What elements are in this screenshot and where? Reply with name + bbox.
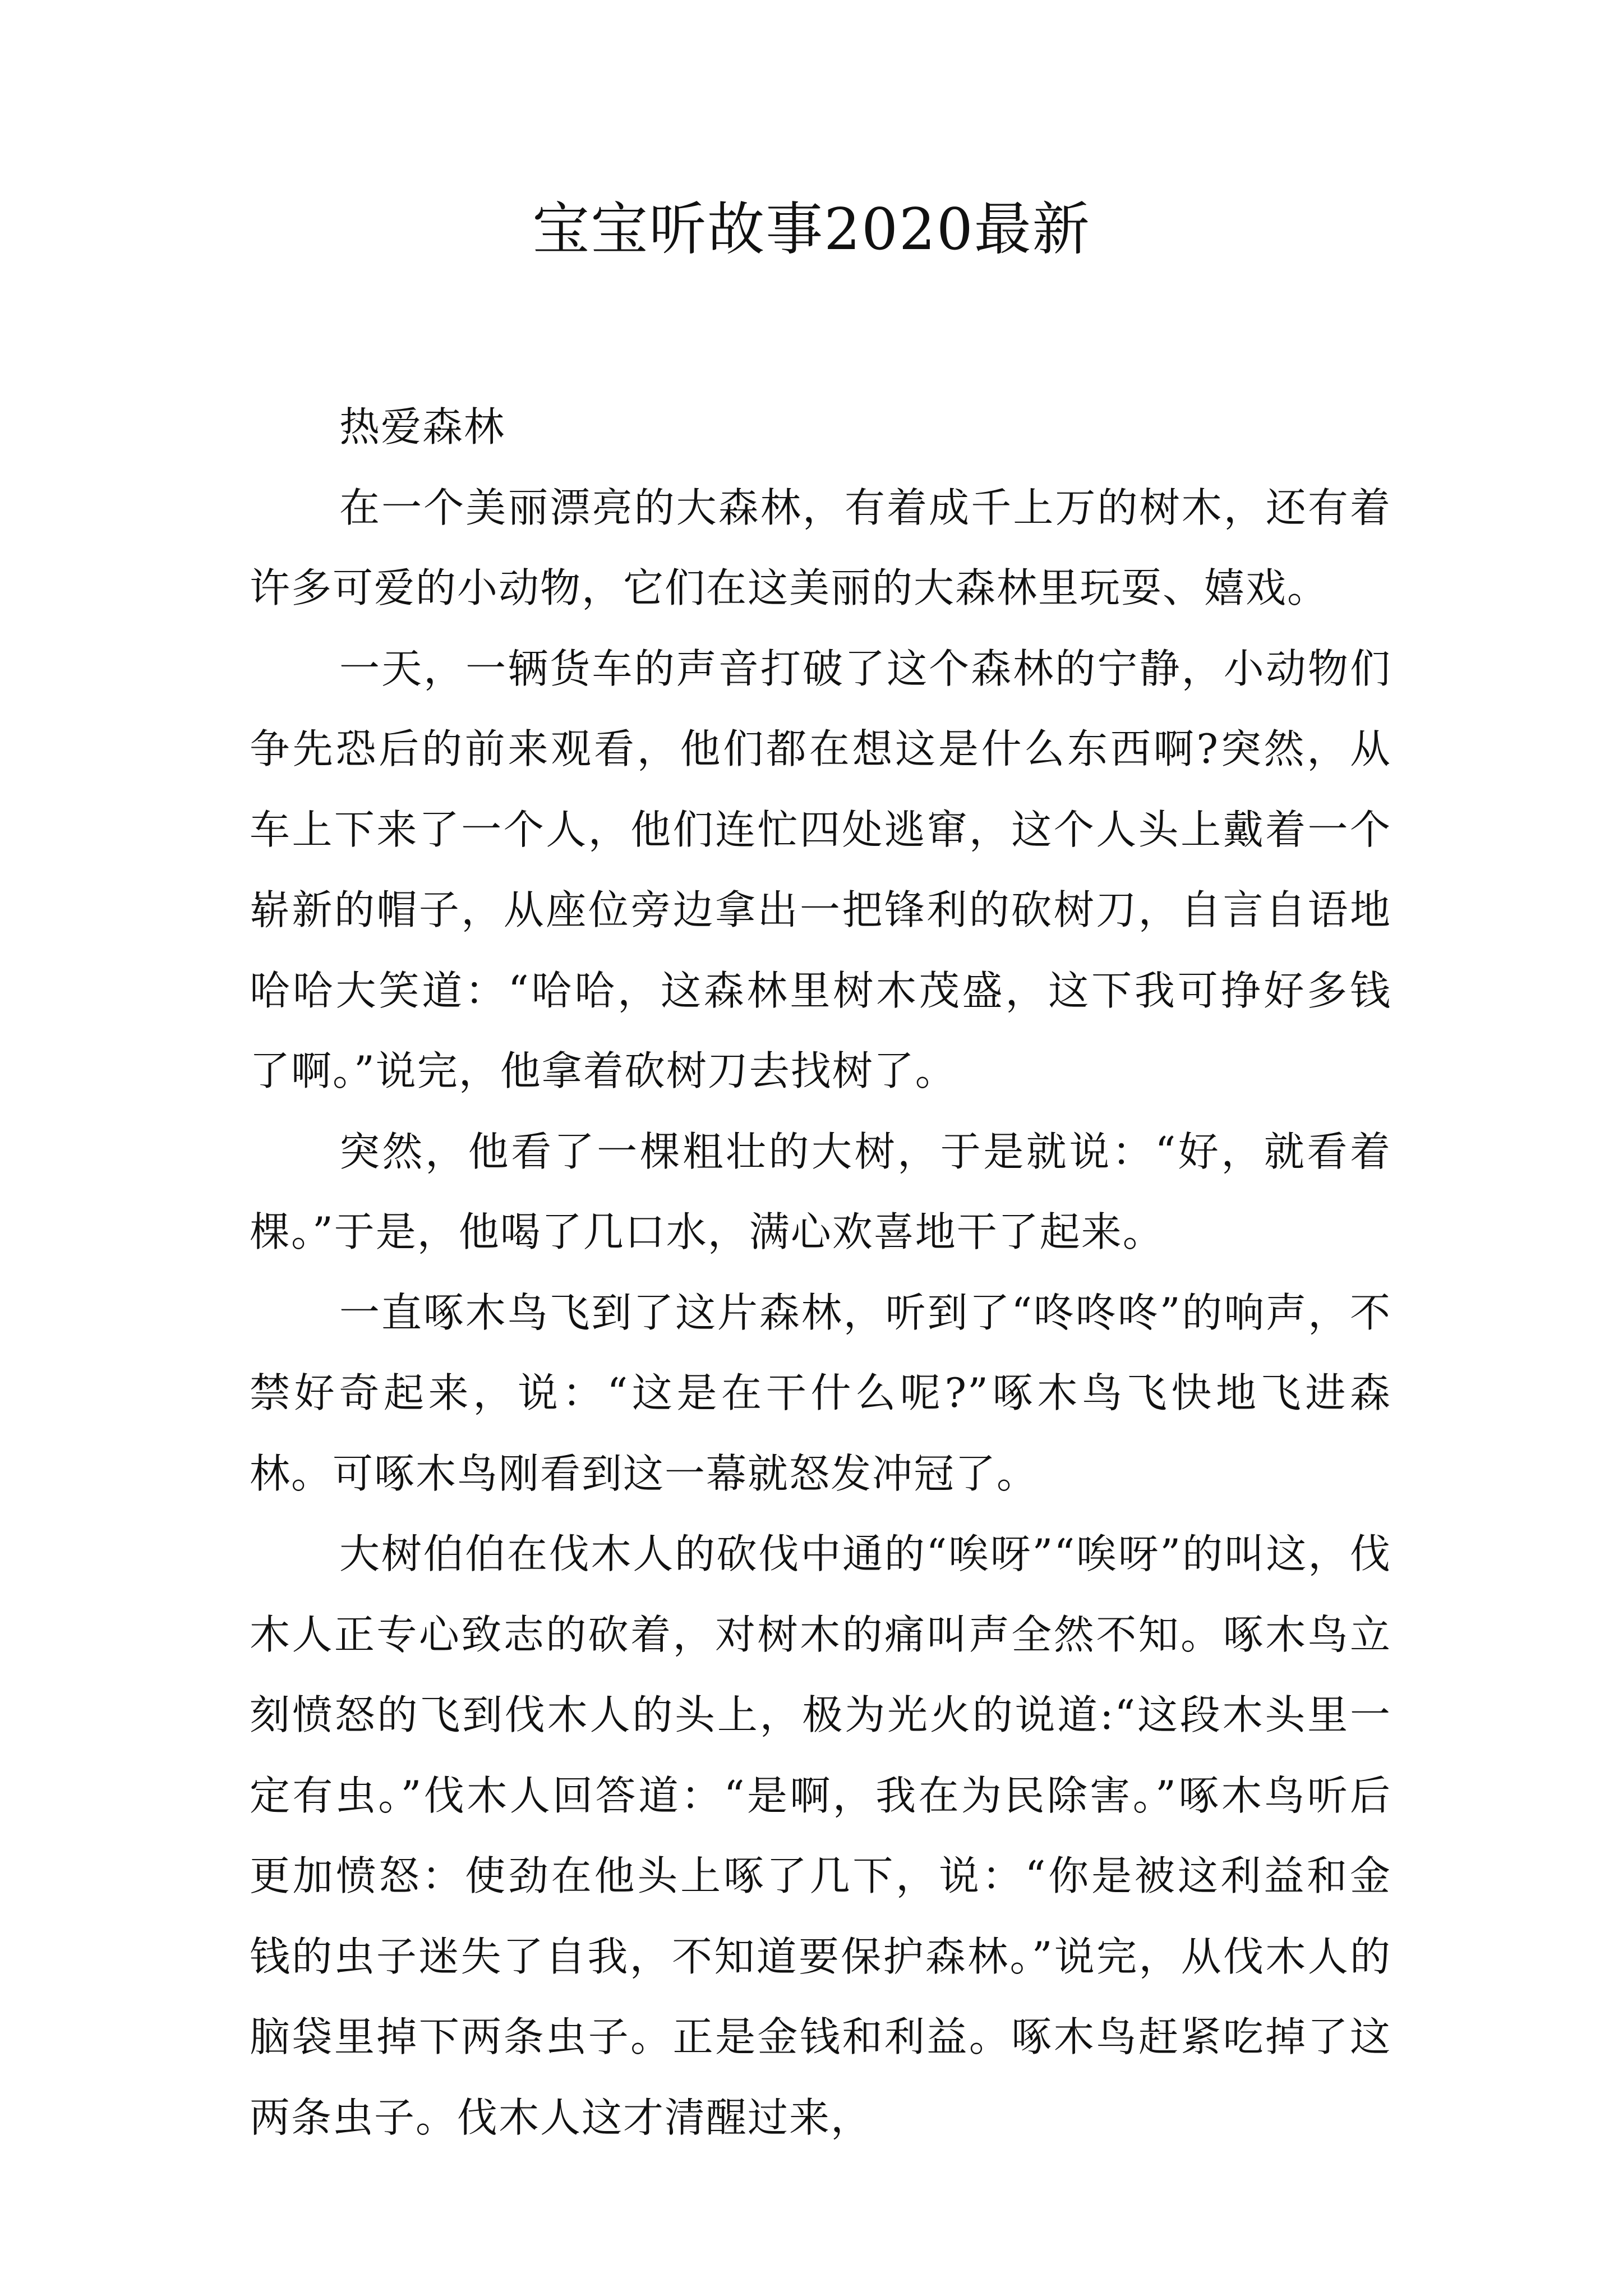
paragraph: 在一个美丽漂亮的大森林，有着成千上万的树木，还有着许多可爱的小动物，它们在这美丽的大森林里玩耍、嬉戏。 [250,484,1391,611]
document-title: 宝宝听故事2020最新 [532,196,1091,263]
paragraph: 一天，一辆货车的声音打破了这个森林的宁静，小动物们争先恐后的前来观看，他们都在想这是什么东西啊?突然，从车上下来了一个人，他们连忙四处逃窜，这个人头上戴着一个崭新的帽子，从座位旁边拿出一把锋利的砍树刀，自言自语地哈哈大笑道：“哈哈，这森林里树木茂盛，这下我可挣好多钱了啊。”说完，他拿着砍树刀去找树了。 [250,645,1391,1094]
paragraph: 突然，他看了一棵粗壮的大树，于是就说：“好，就看着棵。”于是，他喝了几口水，满心欢喜地干了起来。 [250,1128,1391,1255]
document-body [250,387,1391,2158]
paragraph-heading: 热爱森林 [339,403,506,450]
paragraph: 大树伯伯在伐木人的砍伐中通的“唉呀”“唉呀”的叫这，伐木人正专心致志的砍着，对树木的痛叫声全然不知。啄木鸟立刻愤怒的飞到伐木人的头上，极为光火的说道:“这段木头里一定有虫。”伐木人回答道：“是啊，我在为民除害。”啄木鸟听后更加愤怒：使劲在他头上啄了几下，说：“你是被这利益和金钱的虫子迷失了自我，不知道要保护森林。”说完，从伐木人的脑袋里掉下两条虫子。正是金钱和利益。啄木鸟赶紧吃掉了这两条虫子。伐木人这才清醒过来， [250,1530,1391,2141]
paragraph: 一直啄木鸟飞到了这片森林，听到了“咚咚咚”的响声，不禁好奇起来，说：“这是在干什么呢?”啄木鸟飞快地飞进森林。可啄木鸟刚看到这一幕就怒发冲冠了。 [250,1289,1391,1497]
